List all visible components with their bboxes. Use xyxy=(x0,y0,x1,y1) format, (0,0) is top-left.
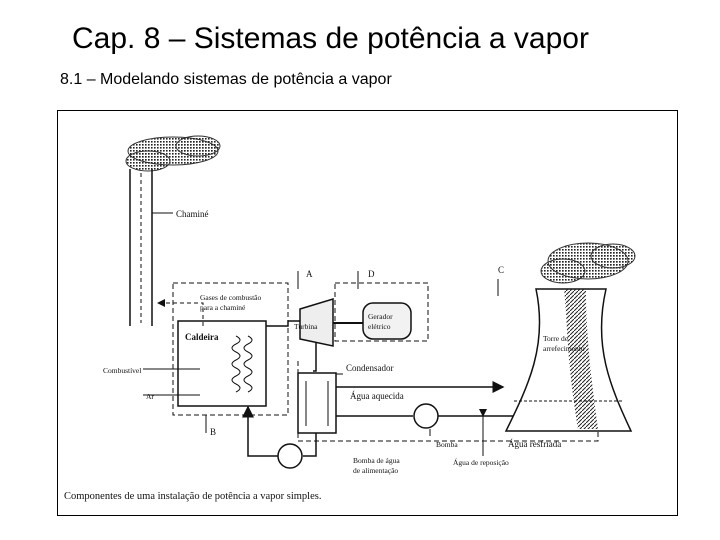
boiler-label: Caldeira xyxy=(185,332,219,342)
pump-label: Bomba xyxy=(436,440,458,449)
fuel-label: Combustível xyxy=(103,366,142,375)
makeup-water-label: Água de reposição xyxy=(453,458,509,467)
feed-pump-label: Bomba de água xyxy=(353,456,400,465)
subsystem-b-label: B xyxy=(210,427,217,437)
tower-steam xyxy=(541,243,635,283)
cooling-tower-label-2: arrefecimento xyxy=(543,344,585,353)
figure-caption: Componentes de uma instalação de potência a vapor simples. xyxy=(64,491,322,502)
condenser xyxy=(298,373,336,433)
slide-subtitle: 8.1 – Modelando sistemas de potência a vapor xyxy=(60,71,392,88)
cooling-water-pump xyxy=(414,404,438,428)
electric-generator xyxy=(363,303,411,339)
slide-title: Cap. 8 – Sistemas de potência a vapor xyxy=(72,22,589,55)
turbine-label: Turbina xyxy=(294,322,318,331)
power-plant-diagram xyxy=(57,110,678,516)
generator-label: Gerador xyxy=(368,312,393,321)
cooled-water-label: Água resfriada xyxy=(508,439,562,449)
subsystem-c-label: C xyxy=(498,265,505,275)
flue-gases-label: Gases de combustão xyxy=(200,293,262,302)
condenser-label: Condensador xyxy=(346,363,394,373)
chimney-label: Chaminé xyxy=(176,209,209,219)
air-label: Ar xyxy=(146,392,154,401)
cooling-tower-label: Torre de xyxy=(543,334,569,343)
generator-label-2: elétrico xyxy=(368,322,391,331)
chimney xyxy=(130,169,173,326)
subsystem-d-label: D xyxy=(368,269,375,279)
cooling-tower xyxy=(506,289,631,431)
feedwater-pump xyxy=(278,444,302,468)
flue-gases-label-2: para a chaminé xyxy=(200,303,246,312)
chimney-smoke xyxy=(126,136,220,171)
subsystem-a-label: A xyxy=(306,269,313,279)
hot-water-label: Água aquecida xyxy=(350,391,404,401)
feed-pump-label-2: de alimentação xyxy=(353,466,399,475)
